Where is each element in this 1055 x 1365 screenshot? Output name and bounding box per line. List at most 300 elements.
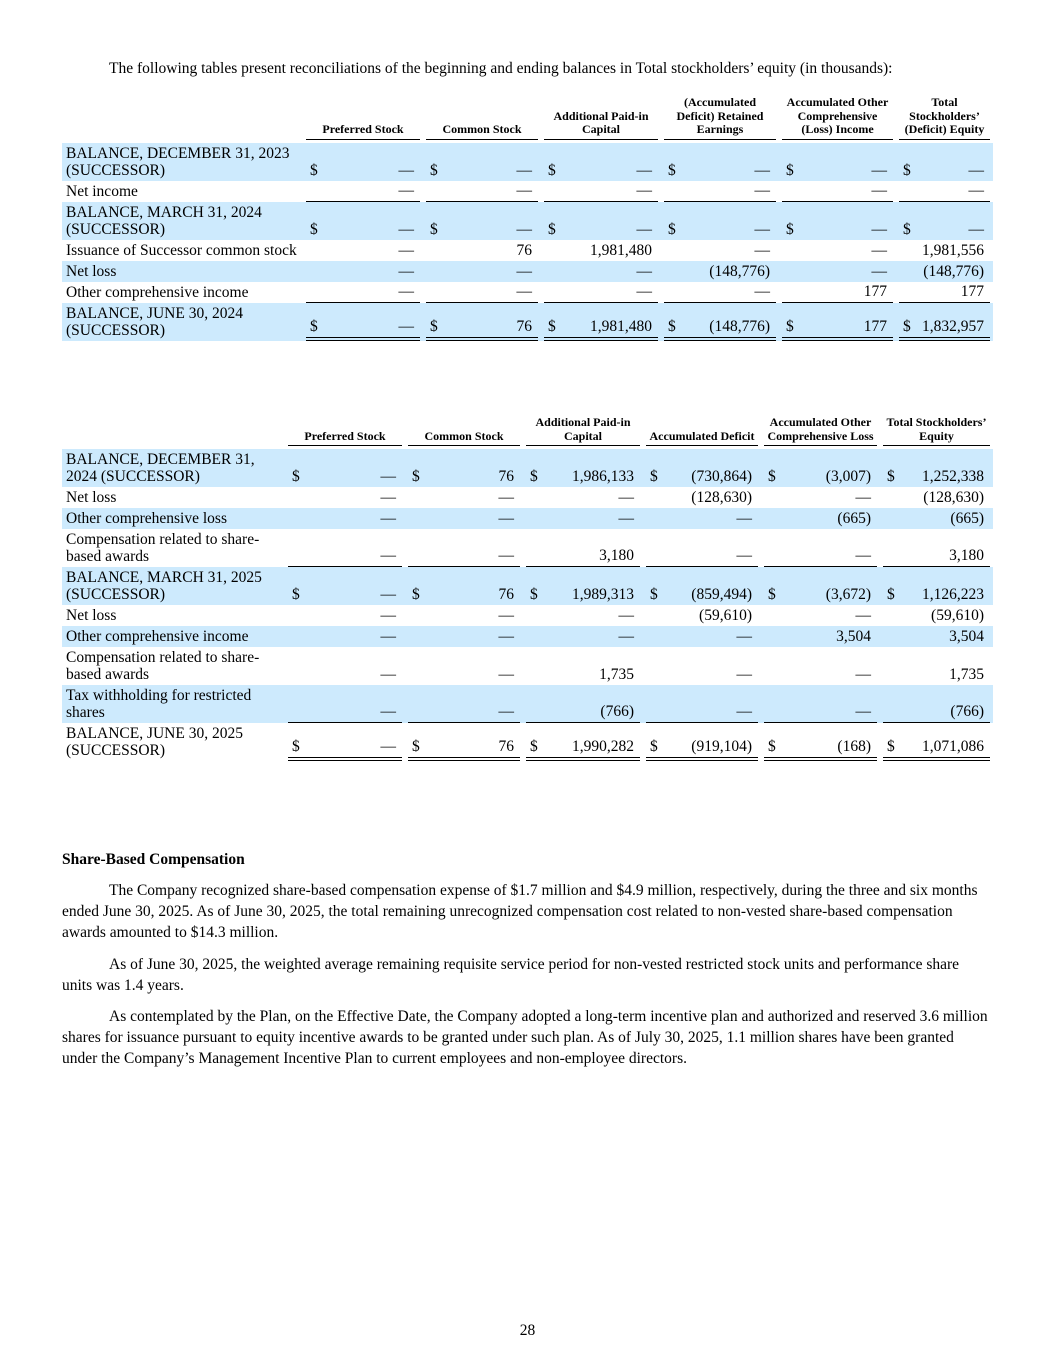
table1-currency-symbol: $ <box>310 220 318 238</box>
table1-cell <box>423 240 541 261</box>
table1-cell <box>303 261 423 282</box>
table1-currency-symbol: $ <box>430 161 438 179</box>
table2-column-header <box>643 416 761 449</box>
table2-cell <box>405 449 523 487</box>
table2-cell <box>643 626 761 647</box>
table2-cell-value: 3,180 <box>599 547 634 564</box>
table2-cell <box>643 567 761 605</box>
table2-cell <box>880 626 993 647</box>
table1-cell <box>423 181 541 202</box>
table2-cell <box>285 685 405 723</box>
table2-cell <box>523 685 643 723</box>
table2-row-label: Other comprehensive income <box>62 626 285 647</box>
table2-currency-symbol: $ <box>768 468 776 485</box>
table2-row <box>62 605 993 626</box>
table2-cell <box>880 529 993 567</box>
table2-column-header-label: Common Stock <box>408 430 520 447</box>
table1-cell-value: — <box>754 181 770 199</box>
table1-cell <box>541 202 661 240</box>
table1-currency-symbol: $ <box>786 220 794 238</box>
table2-column-header <box>523 416 643 449</box>
table1-cell <box>303 282 423 303</box>
table2-cell-value: — <box>618 489 634 506</box>
table2-cell <box>761 508 880 529</box>
table2-currency-symbol: $ <box>768 586 776 603</box>
table2-currency-symbol: $ <box>412 468 420 485</box>
table2-cell <box>523 647 643 685</box>
table1-column-header <box>541 96 661 143</box>
table1-cell <box>779 143 896 181</box>
table2-cell-value: (59,610) <box>931 607 984 624</box>
table2-cell-value: (665) <box>837 510 871 527</box>
table1-cell <box>661 282 779 303</box>
table2-currency-symbol: $ <box>887 468 895 485</box>
section-title: Share-Based Compensation <box>62 851 245 868</box>
table2-cell <box>285 647 405 685</box>
table2-cell <box>523 508 643 529</box>
table1-column-header-label: Accumulated Other Comprehensive (Loss) Income <box>782 96 893 140</box>
table1-cell-value: 1,981,480 <box>590 241 652 259</box>
table1-cell-value: 1,981,480 <box>590 317 652 335</box>
table2-row-label: BALANCE, JUNE 30, 2025 (SUCCESSOR) <box>66 725 243 759</box>
table2-cell-value: 76 <box>498 468 514 485</box>
table1-currency-symbol: $ <box>668 220 676 238</box>
table1-cell-value: — <box>636 181 652 199</box>
table2-cell <box>643 529 761 567</box>
table1-column-header-label: Total Stockholders’ (Deficit) Equity <box>899 96 990 140</box>
table2-cell <box>285 449 405 487</box>
table2-cell <box>880 605 993 626</box>
table1-cell <box>423 303 541 341</box>
table2-row-label: Net loss <box>66 489 117 506</box>
table2-cell-value: 1,735 <box>949 666 984 683</box>
table2-cell-value: — <box>380 489 396 506</box>
table2-cell-value: 1,986,133 <box>572 468 634 485</box>
table1-cell-value: — <box>754 220 770 238</box>
table2-cell-value: — <box>618 510 634 527</box>
table1-cell-value: 177 <box>863 282 887 300</box>
table1-currency-symbol: $ <box>786 317 794 335</box>
table1-cell <box>541 282 661 303</box>
page-number: 28 <box>519 1322 536 1339</box>
table2-cell-value: 1,126,223 <box>922 586 984 603</box>
table2-cell-value: 1,735 <box>599 666 634 683</box>
table2-cell <box>761 685 880 723</box>
table2-column-header-label: Accumulated Other Comprehensive Loss <box>764 416 877 446</box>
table1-cell <box>541 303 661 341</box>
table1-row-label: Net loss <box>62 261 303 282</box>
table1-cell-value: — <box>754 161 770 179</box>
table2-cell-value: 1,989,313 <box>572 586 634 603</box>
paragraph-incentive-plan: As contemplated by the Plan, on the Effective Date, the Company adopted a long-term incentive plan and authorized and reserved 3.6 million shares for issuance pursuant to equity incentive awards to be granted under such plan. As of July 30, 2025, 1.1 million shares have been granted under the Company’s Management Incentive Plan to current employees and non-employee directors. <box>62 1008 988 1067</box>
table2-cell <box>523 487 643 508</box>
table2-currency-symbol: $ <box>292 468 300 485</box>
table2-cell <box>405 626 523 647</box>
table2-cell <box>523 529 643 567</box>
table2-currency-symbol: $ <box>530 468 538 485</box>
table1-currency-symbol: $ <box>548 161 556 179</box>
table2-row-label: BALANCE, MARCH 31, 2025 (SUCCESSOR) <box>62 567 285 605</box>
table1-cell <box>303 181 423 202</box>
table2-row <box>62 626 993 647</box>
table2-cell <box>761 605 880 626</box>
table2-cell <box>761 626 880 647</box>
table1-currency-symbol: $ <box>903 220 911 238</box>
table1-row-label: BALANCE, DECEMBER 31, 2023 (SUCCESSOR) <box>62 143 303 181</box>
table2-cell-value: — <box>498 607 514 624</box>
table2-cell-value: — <box>736 547 752 564</box>
table2-row <box>62 508 993 529</box>
table2-cell <box>285 567 405 605</box>
table1-cell <box>423 143 541 181</box>
table2-cell-value: — <box>380 468 396 485</box>
table2-column-header-label: Preferred Stock <box>288 430 402 447</box>
paragraph-compensation-expense: The Company recognized share-based compensation expense of $1.7 million and $4.9 million, respectively, during the three and six months ended June 30, 2025. As of June 30, 2025, the total remaining unrecognized compensation cost related to non-vested share-based compensation awards amounted to $14.3 million. <box>62 882 978 941</box>
table1-cell-value: 177 <box>863 317 887 335</box>
table1-row <box>62 143 993 181</box>
table2-cell-value: — <box>498 628 514 645</box>
table1-cell <box>779 202 896 240</box>
table1-cell <box>541 240 661 261</box>
table1-row <box>62 202 993 240</box>
table1-cell <box>661 240 779 261</box>
table1-cell <box>896 240 993 261</box>
table2-currency-symbol: $ <box>292 586 300 603</box>
table1-cell-value: — <box>754 241 770 259</box>
table2-cell <box>761 529 880 567</box>
table1-row <box>62 282 993 303</box>
table2-cell-value: 76 <box>498 738 514 755</box>
table2-currency-symbol: $ <box>768 738 776 755</box>
table2-cell-value: — <box>498 666 514 683</box>
table2-cell-value: — <box>736 666 752 683</box>
table2-cell <box>405 567 523 605</box>
table2-cell-value: — <box>498 703 514 720</box>
table1-cell-value: — <box>871 161 887 179</box>
table1-cell-value: 1,832,957 <box>922 317 984 335</box>
table1-cell <box>661 261 779 282</box>
table1-currency-symbol: $ <box>903 161 911 179</box>
table1-column-header-label: (Accumulated Deficit) Retained Earnings <box>664 96 776 140</box>
table2-cell <box>285 508 405 529</box>
table1-row <box>62 303 993 341</box>
table2-row-label: Compensation related to share-based awards <box>66 649 260 683</box>
table1-currency-symbol: $ <box>668 161 676 179</box>
table2-cell <box>643 605 761 626</box>
table1-currency-symbol: $ <box>903 317 911 335</box>
table1-cell <box>303 240 423 261</box>
table2-cell <box>643 723 761 761</box>
table2-cell <box>523 723 643 761</box>
table2-cell-value: 3,504 <box>836 628 871 645</box>
table1-cell <box>661 143 779 181</box>
table2-cell-value: 3,180 <box>949 547 984 564</box>
table2-cell-value: — <box>498 547 514 564</box>
table1-cell <box>423 202 541 240</box>
table1-cell <box>303 143 423 181</box>
table1-cell-value: 177 <box>960 282 984 300</box>
table1-cell <box>541 181 661 202</box>
table1-cell-value: — <box>871 262 887 280</box>
table1-currency-symbol: $ <box>310 317 318 335</box>
table2-cell <box>880 508 993 529</box>
table1-column-header-label: Preferred Stock <box>306 123 420 140</box>
table2-cell-value: — <box>380 703 396 720</box>
table2-row <box>62 685 993 723</box>
table2-cell <box>523 626 643 647</box>
table1-cell <box>779 181 896 202</box>
table2-cell <box>880 723 993 761</box>
table2-cell <box>285 626 405 647</box>
table1-cell <box>779 282 896 303</box>
table1-currency-symbol: $ <box>668 317 676 335</box>
table1-cell-value: — <box>871 241 887 259</box>
table2-cell <box>761 647 880 685</box>
table1-column-header-label: Additional Paid-in Capital <box>544 110 658 140</box>
table2-cell-value: — <box>380 607 396 624</box>
table2-currency-symbol: $ <box>650 738 658 755</box>
table2-currency-symbol: $ <box>530 738 538 755</box>
table1-cell-value: (148,776) <box>923 262 984 280</box>
table2-cell <box>643 647 761 685</box>
table1-cell <box>423 261 541 282</box>
table1-cell-value: — <box>968 161 984 179</box>
table1-cell-value: — <box>398 317 414 335</box>
table1-cell-value: — <box>516 282 532 300</box>
table1-row-label: Issuance of Successor common stock <box>66 241 297 259</box>
table2-cell <box>285 605 405 626</box>
table1-row <box>62 181 993 202</box>
table2-column-header <box>880 416 993 449</box>
table2-cell-value: (3,007) <box>825 468 871 485</box>
table2-column-header <box>285 416 405 449</box>
table2-cell <box>761 567 880 605</box>
table2-row <box>62 647 993 685</box>
table1-cell <box>896 202 993 240</box>
table1-cell <box>779 240 896 261</box>
table2-cell <box>523 449 643 487</box>
table2-cell <box>643 685 761 723</box>
table1-column-header <box>303 96 423 143</box>
table1-cell-value: 76 <box>516 241 532 259</box>
table2-currency-symbol: $ <box>887 738 895 755</box>
table1-cell-value: 1,981,556 <box>922 241 984 259</box>
table2-currency-symbol: $ <box>412 586 420 603</box>
table1-currency-symbol: $ <box>548 220 556 238</box>
table2-cell-value: (168) <box>837 738 871 755</box>
table2-row <box>62 529 993 567</box>
table2-cell <box>880 449 993 487</box>
table1-cell <box>423 282 541 303</box>
table2-cell-value: — <box>380 738 396 755</box>
table2-column-header-label: Total Stockholders’ Equity <box>883 416 990 446</box>
table2-cell-value: — <box>855 703 871 720</box>
table2-cell <box>523 605 643 626</box>
table2-currency-symbol: $ <box>650 468 658 485</box>
table2-cell-value: — <box>855 547 871 564</box>
table1-cell <box>896 303 993 341</box>
table1-cell-value: — <box>636 262 652 280</box>
table1-cell-value: — <box>636 220 652 238</box>
table1-cell-value: — <box>398 241 414 259</box>
table2-cell <box>405 529 523 567</box>
table2-cell <box>880 647 993 685</box>
table1-row-label: Net income <box>66 182 138 200</box>
table2-row <box>62 487 993 508</box>
table1-cell-value: — <box>398 282 414 300</box>
table1-cell <box>779 303 896 341</box>
table2-cell-value: — <box>380 666 396 683</box>
table1-cell <box>661 181 779 202</box>
table2-cell-value: — <box>618 628 634 645</box>
table1-cell-value: — <box>516 181 532 199</box>
table2-row <box>62 449 993 487</box>
equity-table-2025 <box>62 416 993 761</box>
table2-currency-symbol: $ <box>650 586 658 603</box>
table1-row-label: BALANCE, JUNE 30, 2024 (SUCCESSOR) <box>62 303 303 341</box>
table2-cell <box>880 685 993 723</box>
table2-cell <box>880 567 993 605</box>
table2-cell-value: (919,104) <box>691 738 752 755</box>
table1-cell <box>661 202 779 240</box>
table2-cell-value: (859,494) <box>691 586 752 603</box>
table1-cell-value: — <box>398 161 414 179</box>
table2-cell-value: (730,864) <box>691 468 752 485</box>
table1-currency-symbol: $ <box>430 220 438 238</box>
table2-row <box>62 723 993 761</box>
table2-column-header <box>405 416 523 449</box>
table2-column-header-label: Additional Paid-in Capital <box>526 416 640 446</box>
table1-cell-value: — <box>398 220 414 238</box>
table2-cell-value: 1,252,338 <box>922 468 984 485</box>
table2-cell-value: — <box>380 510 396 527</box>
table1-column-header <box>779 96 896 143</box>
table2-cell <box>405 508 523 529</box>
table1-header-blank <box>62 96 303 143</box>
table2-row-label: Tax withholding for restricted shares <box>62 685 285 723</box>
table1-column-header-label: Common Stock <box>426 123 538 140</box>
table2-cell-value: — <box>855 607 871 624</box>
table1-currency-symbol: $ <box>430 317 438 335</box>
table2-row-label: Compensation related to share-based awards <box>66 531 260 565</box>
table2-cell <box>643 449 761 487</box>
table2-cell <box>523 567 643 605</box>
table2-row-label: Net loss <box>66 607 117 624</box>
table1-cell-value: 76 <box>516 317 532 335</box>
table1-cell-value: — <box>398 262 414 280</box>
table2-cell-value: — <box>736 703 752 720</box>
table1-cell <box>303 202 423 240</box>
paragraph-service-period: As of June 30, 2025, the weighted average remaining requisite service period for non-vested restricted stock units and performance share units was 1.4 years. <box>62 956 960 994</box>
table1-cell-value: — <box>754 282 770 300</box>
table1-cell-value: (148,776) <box>709 317 770 335</box>
table1-cell-value: — <box>398 181 414 199</box>
table2-cell-value: (59,610) <box>699 607 752 624</box>
table2-column-header-label: Accumulated Deficit <box>646 430 758 447</box>
table2-cell <box>405 487 523 508</box>
table2-cell-value: 76 <box>498 586 514 603</box>
table2-cell-value: (665) <box>950 510 984 527</box>
table2-header-blank <box>62 416 285 449</box>
intro-text: The following tables present reconciliations of the beginning and ending balances in Total stockholders’ equity (in thousands): <box>109 60 893 77</box>
table1-row-label: BALANCE, MARCH 31, 2024 (SUCCESSOR) <box>62 202 303 240</box>
table1-cell <box>896 143 993 181</box>
table2-cell-value: (3,672) <box>825 586 871 603</box>
table1-column-header <box>423 96 541 143</box>
table2-cell-value: (128,630) <box>691 489 752 506</box>
table1-cell-value: — <box>968 181 984 199</box>
table2-cell <box>285 723 405 761</box>
table2-cell-value: (766) <box>950 703 984 720</box>
table2-cell-value: — <box>736 510 752 527</box>
table2-cell-value: 3,504 <box>949 628 984 645</box>
table2-cell <box>761 723 880 761</box>
table2-cell <box>880 487 993 508</box>
table1-cell <box>541 143 661 181</box>
table1-column-header <box>661 96 779 143</box>
table1-cell-value: — <box>871 181 887 199</box>
table1-currency-symbol: $ <box>548 317 556 335</box>
table2-row <box>62 567 993 605</box>
table1-cell-value: — <box>516 262 532 280</box>
table2-cell-value: — <box>380 586 396 603</box>
table1-cell-value: — <box>636 161 652 179</box>
table2-currency-symbol: $ <box>412 738 420 755</box>
table2-currency-symbol: $ <box>887 586 895 603</box>
table1-cell <box>896 181 993 202</box>
table1-cell <box>896 282 993 303</box>
table1-cell-value: — <box>871 220 887 238</box>
table1-cell-value: (148,776) <box>709 262 770 280</box>
table2-cell <box>405 605 523 626</box>
equity-table-2024 <box>62 96 993 341</box>
table2-cell <box>285 487 405 508</box>
table1-cell-value: — <box>968 220 984 238</box>
table1-column-header <box>896 96 993 143</box>
table1-row <box>62 240 993 261</box>
table2-cell-value: — <box>855 666 871 683</box>
table1-cell-value: — <box>636 282 652 300</box>
table1-currency-symbol: $ <box>786 161 794 179</box>
table2-cell-value: — <box>736 628 752 645</box>
table1-cell <box>661 303 779 341</box>
table2-row-label: BALANCE, DECEMBER 31, 2024 (SUCCESSOR) <box>62 449 285 487</box>
table2-cell-value: 1,990,282 <box>572 738 634 755</box>
table2-cell <box>761 449 880 487</box>
table2-currency-symbol: $ <box>530 586 538 603</box>
table2-column-header <box>761 416 880 449</box>
table2-cell-value: — <box>380 547 396 564</box>
table1-cell-value: — <box>516 161 532 179</box>
table1-cell <box>896 261 993 282</box>
table2-cell <box>405 647 523 685</box>
table2-cell-value: — <box>380 628 396 645</box>
table2-cell <box>285 529 405 567</box>
table2-cell-value: — <box>855 489 871 506</box>
table2-cell <box>643 487 761 508</box>
table1-cell-value: — <box>516 220 532 238</box>
table2-cell <box>643 508 761 529</box>
table2-cell-value: — <box>498 510 514 527</box>
table1-row <box>62 261 993 282</box>
table1-row-label: Other comprehensive income <box>66 283 249 301</box>
table2-cell-value: — <box>618 607 634 624</box>
table1-cell <box>541 261 661 282</box>
table1-currency-symbol: $ <box>310 161 318 179</box>
table2-cell-value: — <box>498 489 514 506</box>
table2-currency-symbol: $ <box>292 738 300 755</box>
table2-cell-value: (766) <box>600 703 634 720</box>
